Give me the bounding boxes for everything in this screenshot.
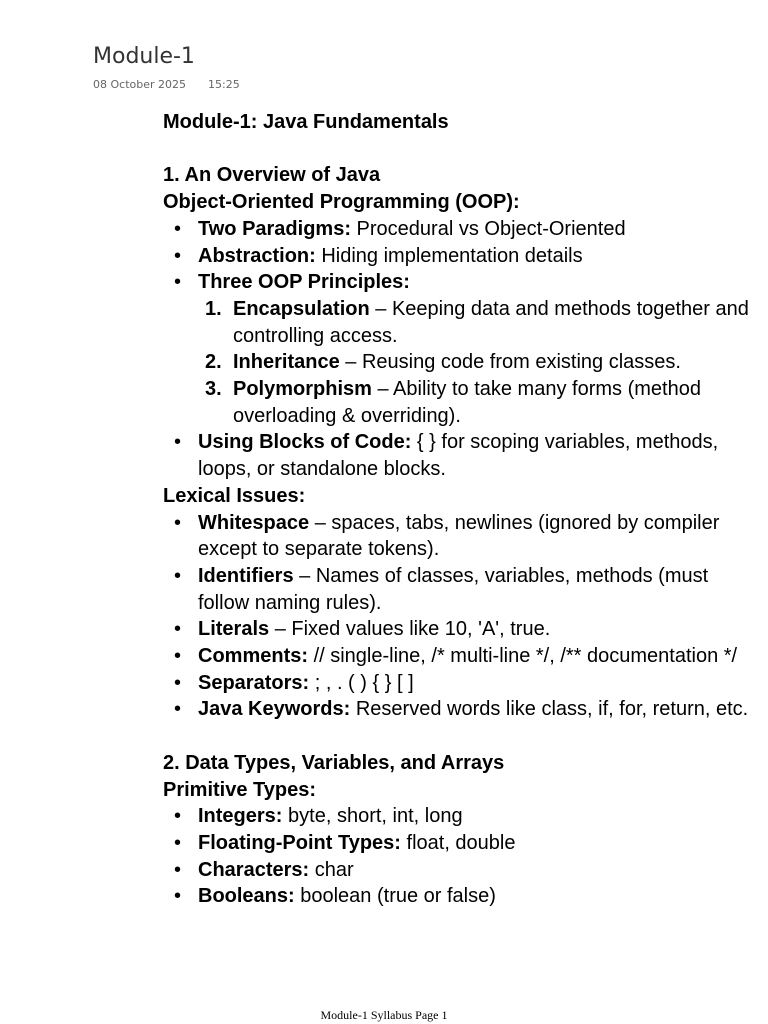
lexical-list (163, 510, 759, 724)
blank-line (163, 136, 759, 163)
document-body (163, 109, 759, 910)
list-item: • Java Keywords: Reserved words like class, if, for, return, etc. (163, 696, 759, 723)
list-item: • Floating-Point Types: float, double (163, 830, 759, 857)
section-title: 1. An Overview of Java (163, 164, 381, 187)
list-item: • Abstraction: Hiding implementation details (163, 243, 759, 270)
page-footer: Module-1 Syllabus Page 1 (320, 1008, 448, 1022)
list-item: 2. Inheritance – Reusing code from existing classes. (205, 351, 681, 374)
oop-list (163, 216, 759, 483)
list-item: • Literals – Fixed values like 10, 'A', true. (163, 616, 759, 643)
list-item: • Integers: byte, short, int, long (163, 803, 759, 830)
list-item: • Two Paradigms: Procedural vs Object-Oriented (163, 216, 759, 243)
list-item: • Booleans: boolean (true or false) (163, 883, 759, 910)
list-item: • Three OOP Principles: 1. Encapsulation – Keeping data and methods together and controlling access. 2. Inheritance – Reusing code from existing classes. 3. Polymorphism – Ability to take many forms (method overloading & overriding). (163, 269, 759, 429)
page-time: 15:25 (208, 78, 240, 91)
section-title: 2. Data Types, Variables, and Arrays (163, 751, 505, 774)
primitive-list (163, 803, 759, 910)
list-item: • Characters: char (163, 857, 759, 884)
subsection-heading: Lexical Issues: (163, 484, 306, 507)
blank-line (163, 723, 759, 750)
subsection-heading: Object-Oriented Programming (OOP): (163, 191, 520, 214)
list-item: • Using Blocks of Code: { } for scoping variables, methods, loops, or standalone blocks. (163, 429, 759, 482)
list-item: • Separators: ; , . ( ) { } [ ] (163, 670, 759, 697)
list-item: • Identifiers – Names of classes, variables, methods (must follow naming rules). (163, 563, 759, 616)
list-item: • Whitespace – spaces, tabs, newlines (ignored by compiler except to separate tokens). (163, 510, 759, 563)
subsection-heading: Primitive Types: (163, 778, 317, 801)
page-meta (93, 78, 240, 91)
list-item: • Comments: // single-line, /* multi-line */, /** documentation */ (163, 643, 759, 670)
list-item: 1. Encapsulation – Keeping data and methods together and controlling access. (205, 297, 749, 347)
document-heading: Module-1: Java Fundamentals (163, 111, 449, 133)
page-date: 08 October 2025 (93, 78, 187, 91)
page-title: Module-1 (93, 44, 195, 69)
principles-list (198, 296, 759, 430)
list-item: 3. Polymorphism – Ability to take many forms (method overloading & overriding). (205, 378, 701, 427)
